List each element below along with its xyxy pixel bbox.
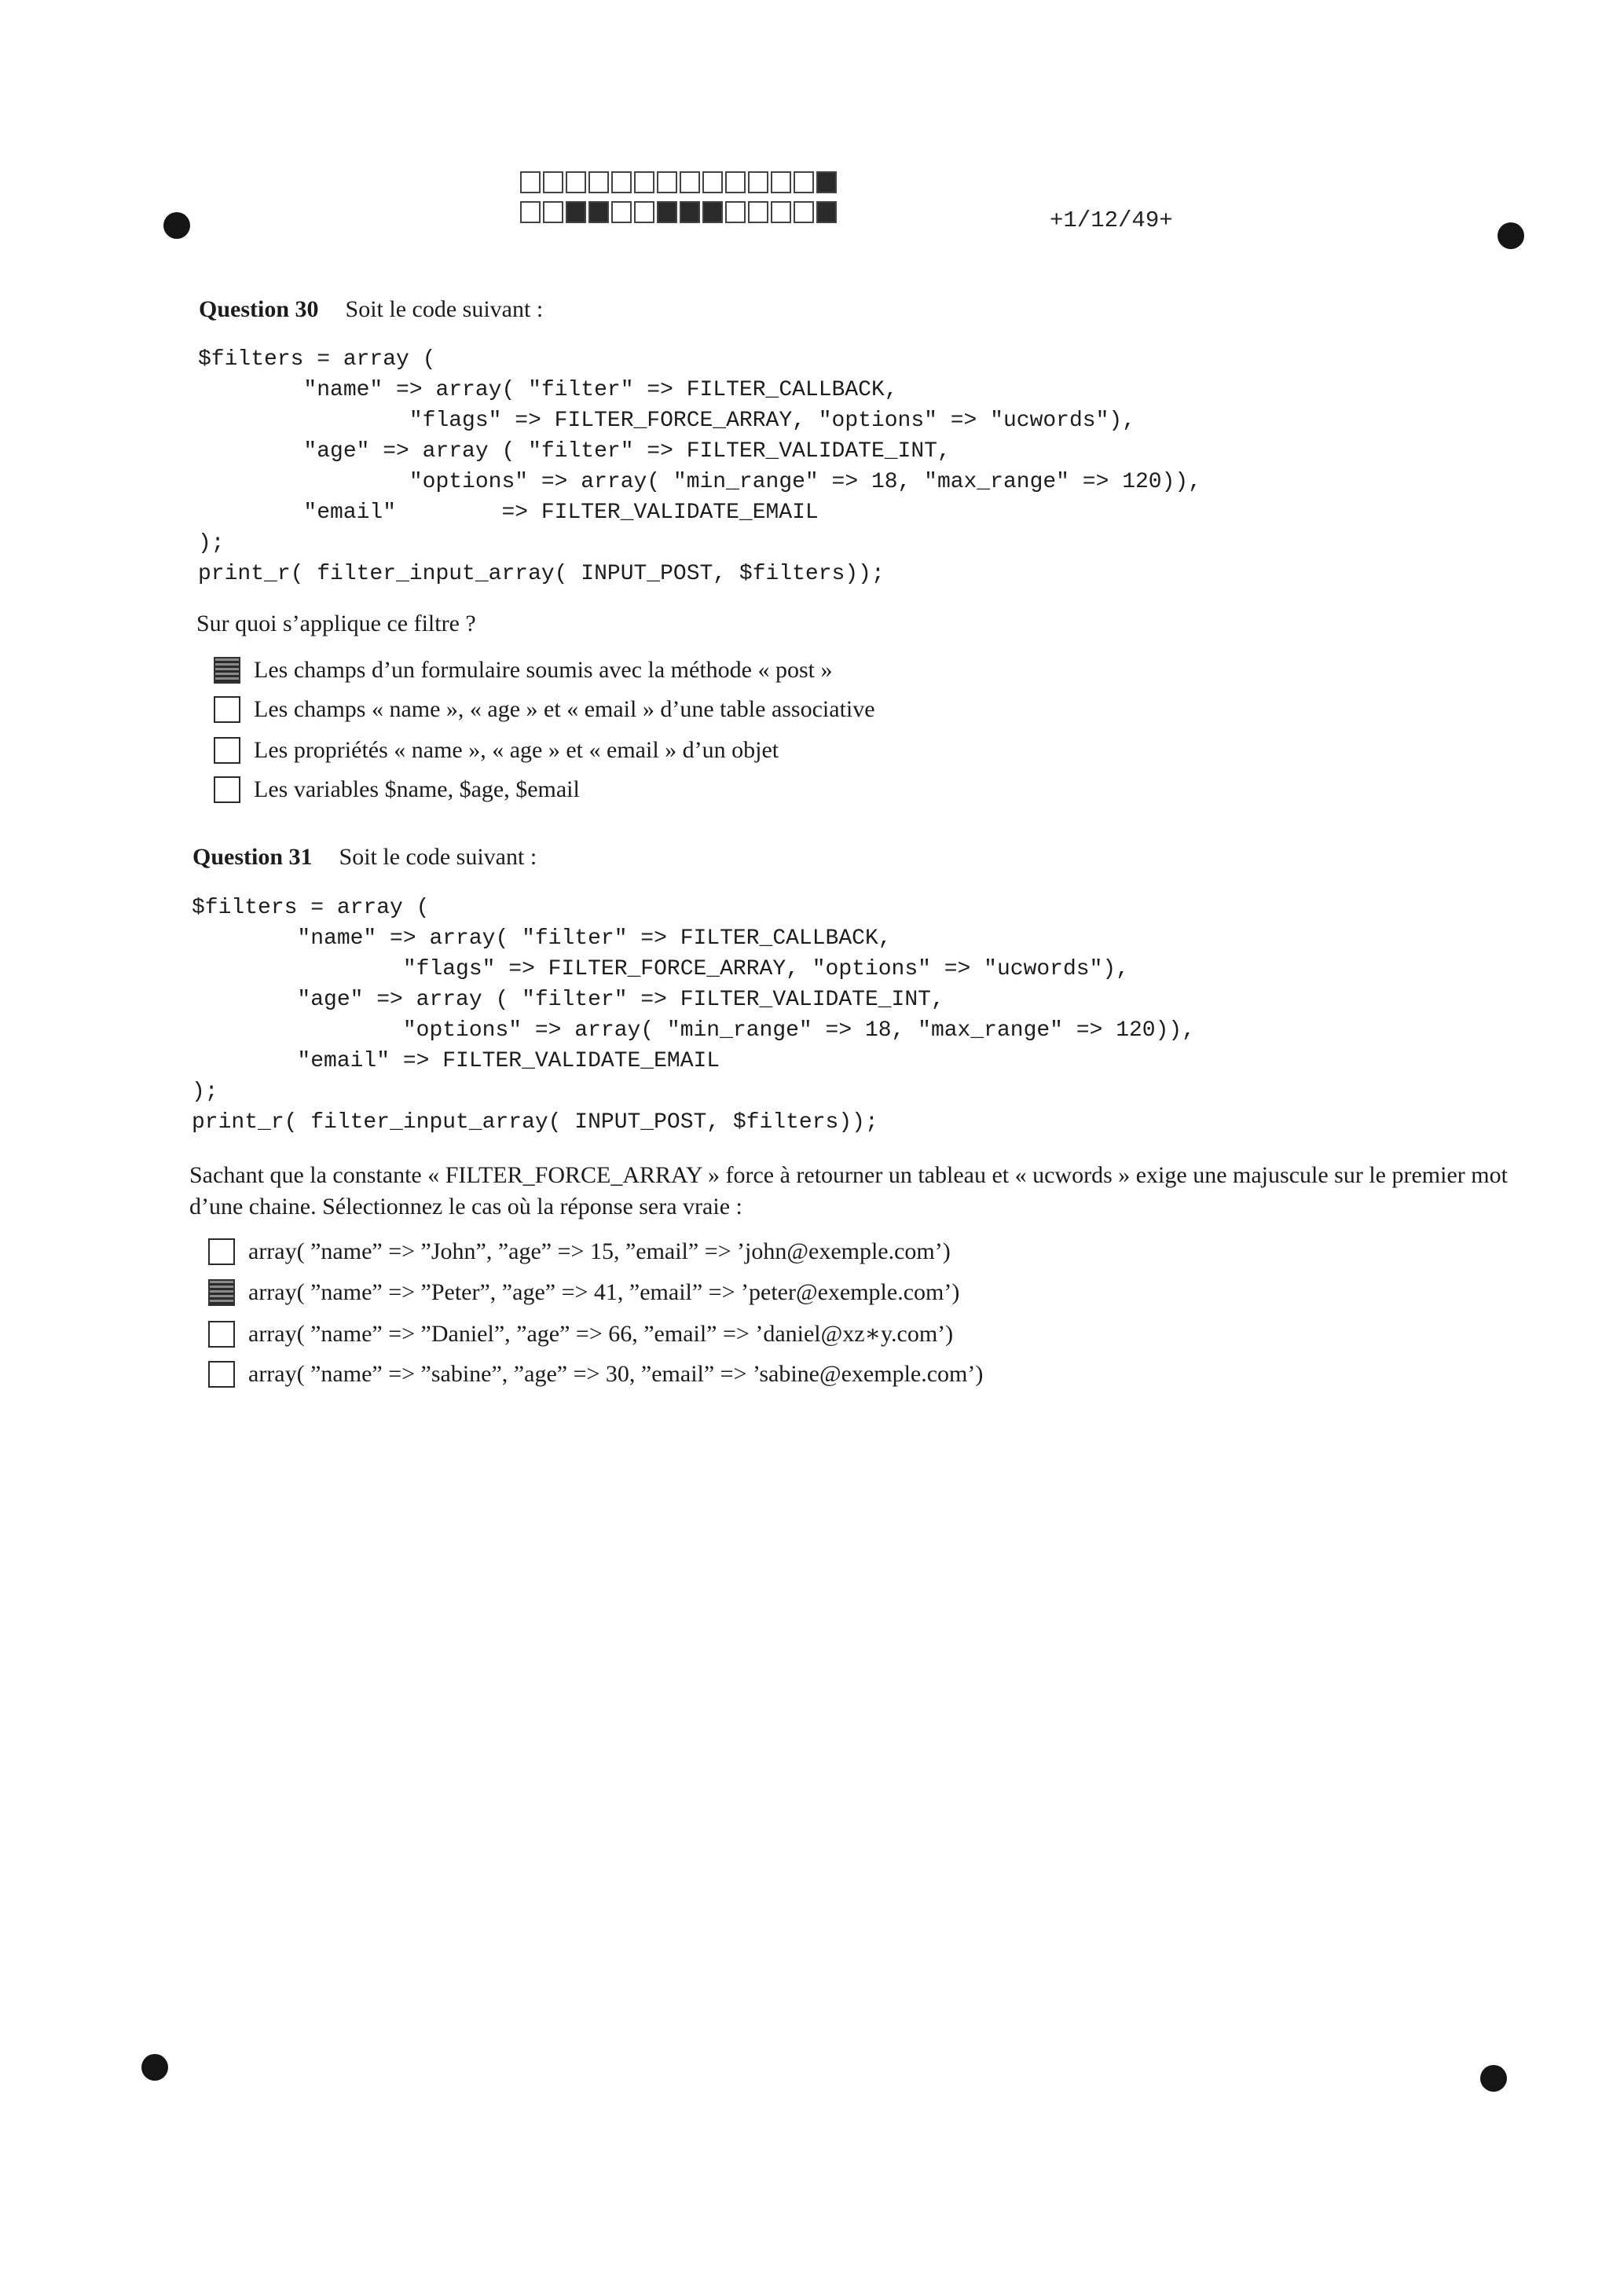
answer-option-1[interactable]	[208, 1238, 951, 1265]
code-box	[816, 171, 837, 193]
code-box	[588, 171, 609, 193]
question-prompt: Sachant que la constante « FILTER_FORCE_ARRAY » force à retourner un tableau et « ucwords » exige une majuscule sur le premier mot d’une chaine. Sélectionnez le cas où la réponse sera vraie :	[189, 1162, 1508, 1220]
code-box	[611, 171, 632, 193]
code-box	[588, 201, 609, 223]
code-box	[543, 171, 563, 193]
answer-text: array( ”name” => ”Daniel”, ”age” => 66, ”email” => ’daniel@xz∗y.com’)	[248, 1321, 954, 1347]
question-label: Question 30	[199, 296, 319, 322]
answer-option-3[interactable]	[208, 1320, 953, 1348]
code-box	[794, 201, 814, 223]
answer-checkbox[interactable]	[214, 776, 240, 803]
code-box	[566, 201, 586, 223]
code-box	[816, 201, 837, 223]
code-box	[702, 171, 723, 193]
code-box	[748, 171, 768, 193]
answer-option-2[interactable]	[214, 696, 875, 723]
answer-text: array( ”name” => ”sabine”, ”age” => 30, ”email” => ’sabine@exemple.com’)	[248, 1361, 984, 1387]
code-block: $filters = array ( "name" => array( "filter" => FILTER_CALLBACK, "flags" => FILTER_FORCE_ARRAY, "options" => "ucwords"), "age" => array ( "filter" => FILTER_VALIDATE_INT, "options" => array( "min_range" => 18, "max_range" => 120)), "email" => FILTER_VALIDATE_EMAIL ); print_r( filter_input_array( INPUT_POST, $filters));	[192, 896, 1196, 1135]
question-header	[192, 844, 537, 871]
code-box	[771, 201, 791, 223]
answer-option-4[interactable]	[208, 1361, 983, 1388]
code-box	[611, 201, 632, 223]
answer-checkbox[interactable]	[214, 696, 240, 723]
answer-text: Les propriétés « name », « age » et « email » d’un objet	[254, 737, 779, 763]
answer-option-4[interactable]	[214, 776, 580, 803]
answer-text: array( ”name” => ”Peter”, ”age” => 41, ”email” => ’peter@exemple.com’)	[248, 1279, 960, 1305]
code-box	[680, 171, 700, 193]
answer-checkbox[interactable]	[208, 1321, 235, 1348]
code-box	[702, 201, 723, 223]
answer-option-2[interactable]	[208, 1279, 959, 1306]
answer-checkbox[interactable]	[214, 657, 240, 684]
registration-mark-bottom-right	[1480, 2065, 1507, 2092]
code-box	[657, 171, 677, 193]
code-box	[680, 201, 700, 223]
answer-text: array( ”name” => ”John”, ”age” => 15, ”email” => ’john@exemple.com’)	[248, 1238, 951, 1264]
question-label: Question 31	[192, 844, 313, 870]
answer-checkbox[interactable]	[208, 1279, 235, 1306]
answer-checkbox[interactable]	[214, 737, 240, 764]
code-box	[748, 201, 768, 223]
code-box	[520, 171, 541, 193]
answer-text: Les champs « name », « age » et « email » d’une table associative	[254, 696, 875, 722]
code-box	[725, 171, 746, 193]
code-box	[725, 201, 746, 223]
code-box	[657, 201, 677, 223]
question-intro: Soit le code suivant :	[345, 296, 544, 322]
code-box	[566, 171, 586, 193]
registration-mark-top-right	[1498, 222, 1524, 249]
registration-mark-bottom-left	[141, 2054, 168, 2081]
answer-text: Les champs d’un formulaire soumis avec la méthode « post »	[254, 657, 833, 683]
code-block: $filters = array ( "name" => array( "filter" => FILTER_CALLBACK, "flags" => FILTER_FORCE_ARRAY, "options" => "ucwords"), "age" => array ( "filter" => FILTER_VALIDATE_INT, "options" => array( "min_range" => 18, "max_range" => 120)), "email" => FILTER_VALIDATE_EMAIL ); print_r( filter_input_array( INPUT_POST, $filters));	[198, 347, 1202, 586]
page-identifier: +1/12/49+	[1050, 207, 1173, 233]
answer-option-3[interactable]	[214, 737, 779, 764]
code-box	[771, 171, 791, 193]
answer-option-1[interactable]	[214, 657, 832, 684]
answer-text: Les variables $name, $age, $email	[254, 776, 580, 802]
code-box	[520, 201, 541, 223]
question-intro: Soit le code suivant :	[339, 844, 537, 870]
page-code-boxes-bottom	[520, 201, 839, 223]
page-code-boxes-top	[520, 171, 839, 193]
code-box	[543, 201, 563, 223]
question-header	[199, 296, 543, 323]
registration-mark-top-left	[163, 212, 190, 239]
code-box	[794, 171, 814, 193]
code-box	[634, 171, 654, 193]
code-box	[634, 201, 654, 223]
question-prompt: Sur quoi s’applique ce filtre ?	[196, 611, 476, 636]
answer-checkbox[interactable]	[208, 1361, 235, 1388]
answer-checkbox[interactable]	[208, 1238, 235, 1265]
